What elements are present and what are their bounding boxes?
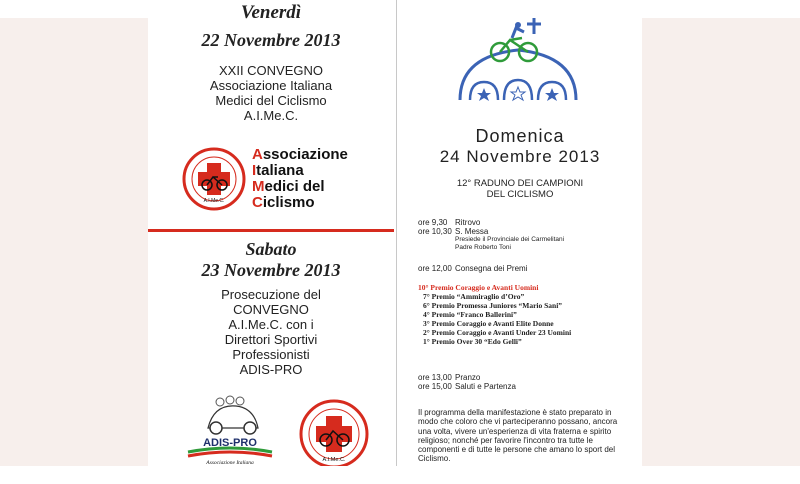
- bottom-margin: [0, 466, 800, 484]
- prosecuzione-line: CONVEGNO: [233, 302, 309, 317]
- friday-header: Venerdì: [240, 2, 302, 23]
- prize-item: 4° Premio “Franco Ballerini”: [423, 310, 517, 319]
- church-cyclist-icon: [452, 16, 584, 116]
- logo-word: taliana: [256, 162, 304, 179]
- adis-logo-text: ADIS-PRO: [203, 437, 257, 449]
- messa-sub-line: Presiede il Provinciale dei Carmelitani: [455, 236, 565, 243]
- schedule-time: ore 15,00: [418, 382, 452, 391]
- convegno-line: Associazione Italiana: [209, 78, 333, 93]
- raduno-line: DEL CICLISMO: [486, 189, 554, 200]
- prosecuzione-line: ADIS-PRO: [239, 362, 303, 377]
- left-background-panel: [0, 18, 148, 466]
- left-column: [148, 0, 394, 466]
- logo-line: [252, 163, 348, 179]
- schedule-time: ore 10,30: [418, 227, 452, 236]
- section-divider: [148, 229, 394, 232]
- prosecuzione-line: Professionisti: [232, 347, 310, 362]
- logo-line: [252, 179, 348, 195]
- schedule-desc: Saluti e Partenza: [455, 382, 516, 391]
- prize-item: 6° Premio Promessa Juniores “Mario Sani”: [423, 301, 563, 310]
- aimec-seal-icon: [182, 147, 246, 211]
- sunday-header: Domenica: [475, 126, 565, 146]
- sunday-date: 24 Novembre 2013: [439, 147, 601, 166]
- flyer-document: [148, 0, 642, 466]
- adis-pro-logo: [180, 392, 280, 466]
- saturday-header: Sabato: [245, 239, 297, 259]
- program-paragraph: Il programma della manifestazione è stato preparato in modo che coloro che vi parteciperanno possano, ancora una volta, vivere un'esperienza di vita fraterna e spirito religioso; nonché per favorire l'incontro tra tutte le componenti e di tutte le persone che amano lo sport del Ciclismo.: [418, 408, 618, 464]
- schedule-row: [418, 218, 480, 227]
- convegno-line: A.I.Me.C.: [243, 108, 299, 123]
- prosecuzione-line: Prosecuzione del: [221, 287, 321, 302]
- logo-initial: A: [252, 146, 263, 163]
- prosecuzione-line: Direttori Sportivi: [224, 332, 318, 347]
- prizes-list: [418, 283, 571, 346]
- prize-item: 2° Premio Coraggio e Avanti Under 23 Uomini: [423, 328, 572, 337]
- aimec-seal-text: A.I.Me.C.: [203, 198, 225, 204]
- aimec-logo: [182, 143, 372, 215]
- schedule-row: [418, 382, 516, 391]
- logo-word: ssociazione: [262, 146, 348, 163]
- column-divider: [396, 0, 397, 466]
- saturday-date: 23 Novembre 2013: [201, 260, 341, 280]
- prize-item: 7° Premio “Ammiraglio d’Oro”: [423, 292, 525, 301]
- friday-date: 22 Novembre 2013: [201, 30, 341, 50]
- prosecuzione-text: [148, 287, 394, 377]
- logo-initial: C: [252, 194, 263, 211]
- logo-word: edici del: [264, 178, 325, 195]
- schedule-desc: Consegna dei Premi: [455, 264, 528, 273]
- logo-line: [252, 195, 348, 211]
- schedule-row: [418, 373, 480, 382]
- aimec-seal-logo: [298, 398, 370, 466]
- aimec-logo-text: [252, 147, 348, 211]
- prosecuzione-line: A.I.Me.C. con i: [228, 317, 314, 332]
- schedule-row: [418, 227, 488, 236]
- aimec-seal-text-2: A.I.Me.C.: [322, 457, 346, 463]
- schedule-time: ore 9,30: [418, 218, 448, 227]
- prize-item: 10° Premio Coraggio e Avanti Uomini: [418, 283, 539, 292]
- logo-line: [252, 147, 348, 163]
- messa-sub-line: Padre Roberto Toni: [455, 244, 511, 251]
- raduno-title: [398, 178, 642, 200]
- schedule-time: ore 12,00: [418, 264, 452, 273]
- schedule-desc: Ritrovo: [455, 218, 481, 227]
- adis-logo-subtext: Associazione Italiana: [206, 460, 254, 466]
- raduno-line: 12° RADUNO DEI CAMPIONI: [456, 178, 584, 189]
- schedule-time: ore 13,00: [418, 373, 452, 382]
- right-column: [398, 0, 642, 466]
- right-background-panel: [642, 18, 800, 466]
- logo-word: iclismo: [262, 194, 315, 211]
- logo-initial: I: [252, 162, 257, 179]
- prize-item: 3° Premio Coraggio e Avanti Elite Donne: [423, 319, 554, 328]
- convegno-text: [148, 63, 394, 123]
- schedule-row: [418, 264, 527, 273]
- convegno-line: Medici del Ciclismo: [215, 93, 327, 108]
- schedule-desc: S. Messa: [455, 227, 489, 236]
- prize-item: 1° Premio Over 30 “Edo Gelli”: [423, 337, 522, 346]
- convegno-line: XXII CONVEGNO: [218, 63, 324, 78]
- schedule-desc: Pranzo: [455, 373, 481, 382]
- logo-initial: M: [252, 178, 265, 195]
